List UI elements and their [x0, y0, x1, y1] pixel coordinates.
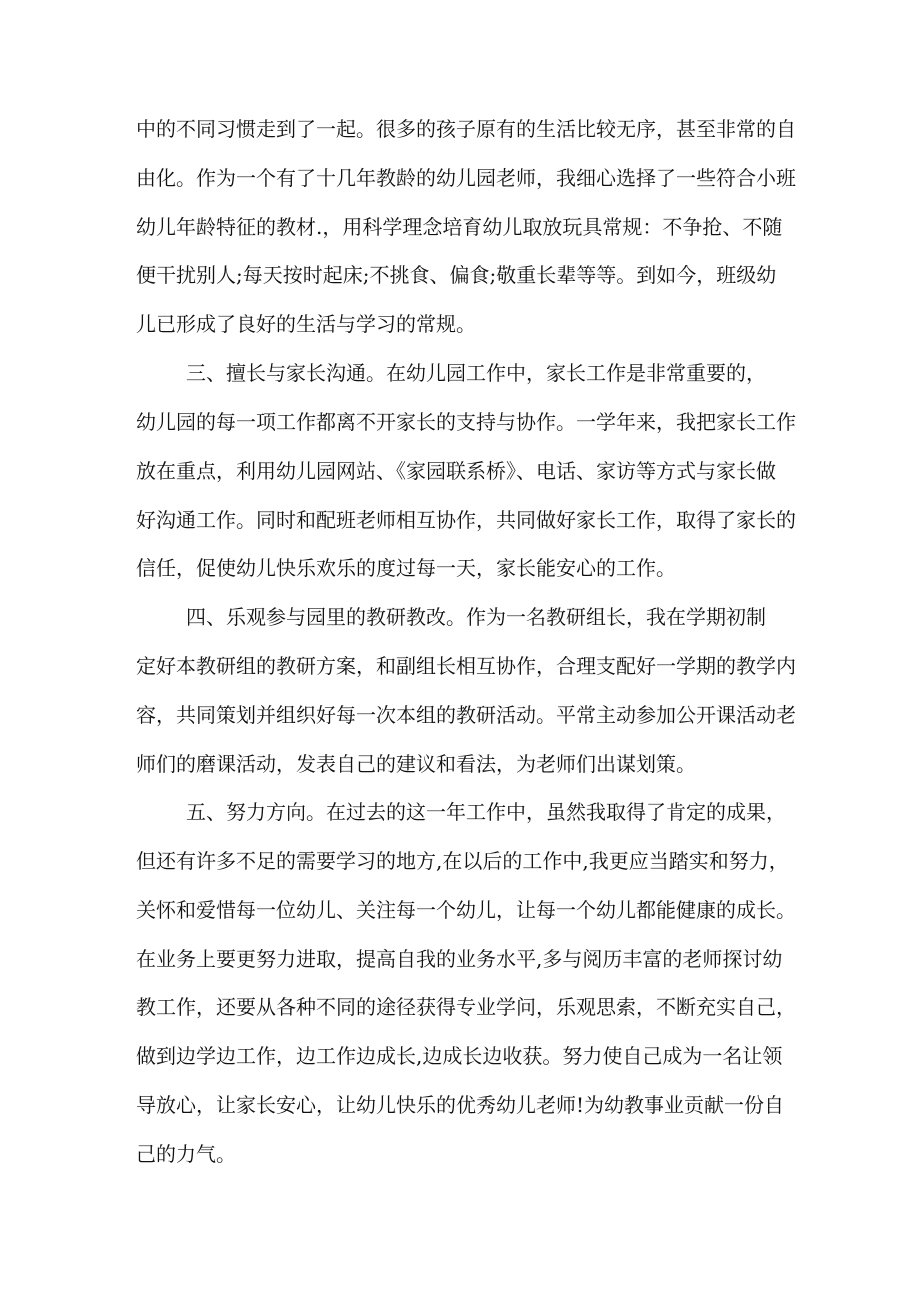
text-line: 容，共同策划并组织好每一次本组的教研活动。平常主动参加公开课活动老 [136, 703, 796, 727]
text-line: 儿已形成了良好的生活与学习的常规。 [136, 312, 476, 336]
text-line: 中的不同习惯走到了一起。很多的孩子原有的生活比较无序，甚至非常的自 [136, 117, 796, 141]
text-line: 幼儿园的每一项工作都离不开家长的支持与协作。一学年来，我把家长工作 [136, 410, 796, 434]
text-line: 导放心，让家长安心，让幼儿快乐的优秀幼儿老师!为幼教事业贡献一份自 [136, 1093, 785, 1117]
text-line: 信任，促使幼儿快乐欢乐的度过每一天，家长能安心的工作。 [136, 556, 676, 580]
text-line: 定好本教研组的教研方案，和副组长相互协作，合理支配好一学期的教学内 [136, 654, 796, 678]
text-line: 由化。作为一个有了十几年教龄的幼儿园老师，我细心选择了一些符合小班 [136, 166, 796, 190]
text-line: 关怀和爱惜每一位幼儿、关注每一个幼儿，让每一个幼儿都能健康的成长。 [136, 898, 796, 922]
text-line: 教工作，还要从各种不同的途径获得专业学问，乐观思索，不断充实自己， [136, 995, 796, 1019]
text-line: 幼儿年龄特征的教材.，用科学理念培育幼儿取放玩具常规：不争抢、不随 [136, 215, 783, 239]
text-line: 做到边学边工作，边工作边成长,边成长边收获。努力使自己成为一名让领 [136, 1044, 783, 1068]
text-line: 但还有许多不足的需要学习的地方,在以后的工作中,我更应当踏实和努力， [136, 849, 789, 873]
text-line: 便干扰别人;每天按时起床;不挑食、偏食;敬重长辈等等。到如今，班级幼 [136, 263, 777, 287]
paragraph-first-line: 五、努力方向。在过去的这一年工作中，虽然我取得了肯定的成果， [186, 800, 786, 824]
text-line: 己的力气。 [136, 1142, 236, 1166]
paragraph-first-line: 三、擅长与家长沟通。在幼儿园工作中，家长工作是非常重要的， [186, 361, 766, 385]
text-line: 放在重点，利用幼儿园网站、《家园联系桥》、电话、家访等方式与家长做 [136, 459, 776, 483]
text-line: 在业务上要更努力进取，提高自我的业务水平,多与阅历丰富的老师探讨幼 [136, 947, 783, 971]
text-line: 好沟通工作。同时和配班老师相互协作，共同做好家长工作，取得了家长的 [136, 508, 796, 532]
paragraph-first-line: 四、乐观参与园里的教研教改。作为一名教研组长，我在学期初制 [186, 605, 766, 629]
text-line: 师们的磨课活动，发表自己的建议和看法，为老师们出谋划策。 [136, 752, 696, 776]
